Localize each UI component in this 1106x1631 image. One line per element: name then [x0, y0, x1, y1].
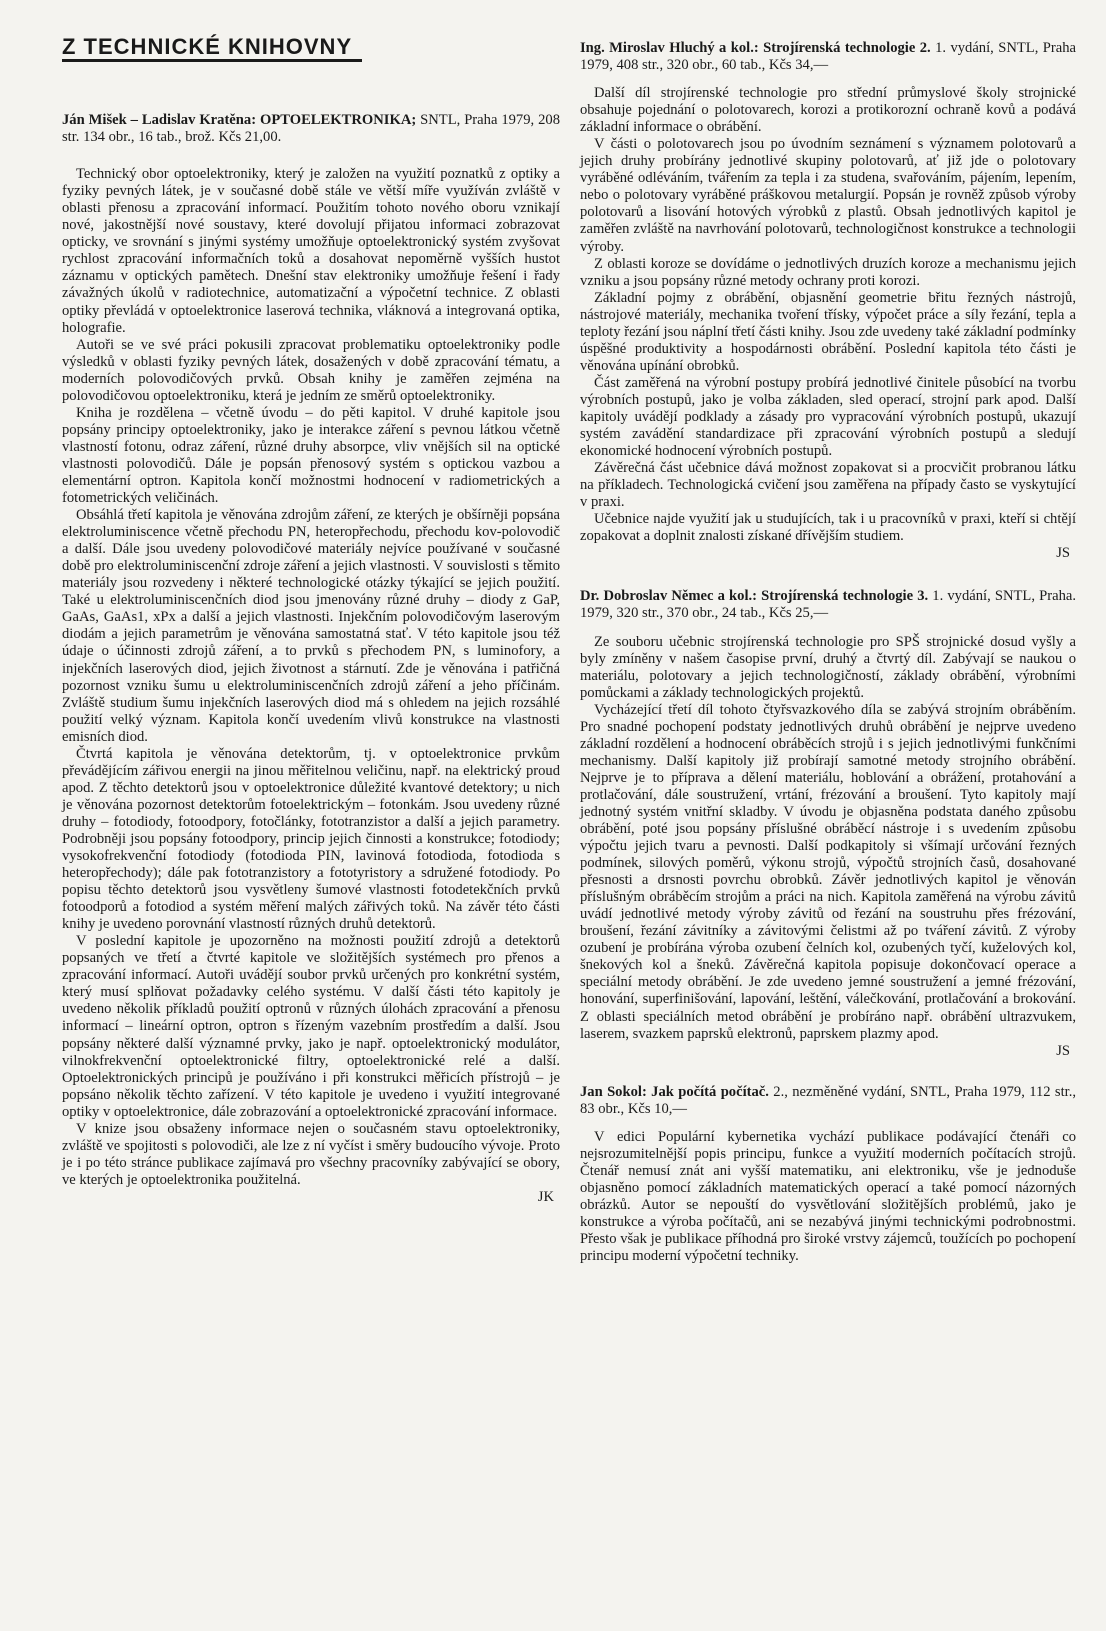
- review-paragraph: Základní pojmy z obrábění, objasnění geometrie břitu řezných nástrojů, nástrojové materiály, mechanika tvoření třísky, výpočet práce a síly řezání, tepla a teploty řezání jsou náplní třetí části knihy. Jsou zde uvedeny také základní podmínky úspěšné produktivity a hospodárnosti obrábění. Poslední kapitola této části je věnována upínání obrobků.: [580, 289, 1076, 374]
- left-column: [62, 0, 560, 1206]
- review-paragraph: Část zaměřená na výrobní postupy probírá jednotlivé činitele působící na tvorbu výrobních postupů, jako je volba základen, sled operací, strojní park apod. Další kapitoly uvádějí podklady a zásady pro vypracování výrobních postupů, ukazují systém zavádění standardizace při zpracování výrobních postupů a sledují ekonomické hodnocení výrobních postupů.: [580, 374, 1076, 460]
- review-jak-pocita-pocitac: [580, 1084, 1076, 1265]
- review-heading: [580, 588, 1076, 622]
- review-authors: Dr. Dobroslav Němec a kol.:: [580, 588, 762, 605]
- review-paragraph: Technický obor optoelektroniky, který je založen na využití poznatků z optiky a fyziky pevných látek, je v současné době stále ve větší míře využíván zvláště v oblasti přenosu a zpracování informací. Použitím tohoto nového oboru vznikají nové, jakostnější nové soustavy, které dovolují přijatou informaci zobrazovat opticky, ve srovnání s jinými systémy umožňuje optoelektronický systém zvyšovat rychlost zpracování informačních toků a dosahovat nepoměrně vyšších hustot záznamu v optických pamětech. Dnešní stav elektroniky umožňuje řešení i řady závažných úkolů v radiotechnice, automatizační a výpočetní technice. Z oblasti optiky převládá v optoelektronice laserová technika, vláknová a integrovaná optika, holografie.: [62, 166, 560, 336]
- reviewer-signature: JK: [537, 1188, 554, 1205]
- review-title: Strojírenská technologie 2.: [763, 40, 931, 56]
- review-title: OPTOELEKTRONIKA;: [259, 112, 421, 129]
- review-paragraph: V poslední kapitole je upozorněno na možnosti použití zdrojů a detektorů popsaných ve třetí a čtvrté kapitole ve složitějších systémech pro přenos a zpracování informací. Autoři uvádějí soubor prvků určených pro konkrétní systém, který musí splňovat požadavky celého systému. V další části této kapitoly je uvedeno několik příkladů použití optronů v různých úlohách zpracování a přenosu informací – lineární optron, optron s řízeným vazebním prostředím a další. Jsou popsány některé další významné prvky, jako je např. optoelektronický modulátor, vilnokfrekvenční optoelektronické filtry, optoelektronické relé a další. Optoelektronických principů je používáno i při konstrukci měřicích přístrojů – je popsáno několik těchto zařízení. V této kapitole je uvedeno i využití integrované optiky v optoelektronice, dále zobrazování a optoelektronické zpracování informace.: [62, 933, 560, 1120]
- review-paragraph: Z oblasti koroze se dovídáme o jednotlivých druzích koroze a mechanismu jejich vzniku a jsou popsány různé metody ochrany proti korozi.: [580, 255, 1076, 289]
- review-authors: Ján Mišek – Ladislav Kratěna:: [62, 112, 260, 129]
- review-paragraph: Učebnice najde využití jak u studujících, tak i u pracovníků v praxi, kteří si chtějí zopakovat a doplnit znalosti získané dřívějším studiem.: [580, 511, 1076, 545]
- review-paragraph: Závěrečná část učebnice dává možnost zopakovat si a procvičit probranou látku na příkladech. Technologická cvičení jsou zaměřena na případy často se vyskytující v praxi.: [580, 460, 1076, 511]
- review-authors: Ing. Miroslav Hluchý a kol.:: [580, 40, 764, 56]
- review-paragraph: V knize jsou obsaženy informace nejen o současném stavu optoelektroniky, zvláště ve spojitosti s polovodiči, ale lze z ní vyčíst i směry budoucího vývoje. Proto je i po této stránce publikace zajímavá pro všechny pracovníky zabývající se obory, ve kterých je optoelektronika použitelná.: [62, 1120, 560, 1188]
- review-paragraph: Další díl strojírenské technologie pro střední průmyslové školy strojnické obsahuje pojednání o polotovarech, korozi a protikorozní ochraně kovů a podává základní informace o obrábění.: [580, 85, 1076, 136]
- review-strojirenska-technologie-3: [580, 588, 1076, 1059]
- reviewer-signature: JS: [1056, 1042, 1070, 1059]
- review-publication: SNTL, Praha 1979, 208 str. 134 obr., 16 tab., brož. Kčs 21,00.: [62, 112, 560, 146]
- review-heading: [580, 1084, 1076, 1118]
- review-heading: [62, 112, 560, 146]
- review-body: [62, 166, 560, 1189]
- reviewer-signature: JS: [1056, 545, 1070, 562]
- section-title: Z TECHNICKÉ KNIHOVNY: [62, 38, 362, 62]
- review-paragraph: Obsáhlá třetí kapitola je věnována zdrojům záření, ze kterých je obšírněji popsána elektroluminiscence včetně přechodu PN, heteropřechodu, přechodu kov-polovodič a další. Dále jsou uvedeny polovodičové materiály nejvíce používané v současné době pro elektroluminiscenční zdroje záření a jejich vlastnosti. V souvislosti s těmito materiály jsou rozvedeny i některé technologické otázky týkající se jejich použití. Také u elektroluminiscenčních diod jsou jmenovány různé druhy – diody z GaP, GaAs, GaAs1, xPx a další a jejich vlastnosti. Injekčním polovodičovým laserovým diodám a jejich parametrům je věnována samostatná stať. V této kapitole jsou též údaje o účinnosti zdrojů záření, a to prvků s přechodem PN, s luminofory, a injekčních laserových diod, jejich životnost a stárnutí. Zde je věnována i patřičná pozornost vzniku šumu u elektroluminiscenčních zdrojů záření a jeho příčinám. Zvláště studium šumu injekčních laserových diod má s ohledem na jejich rozsáhlé použití velký význam. Kapitola končí uvedením vlivů konstrukce na vlastnosti emisních diod.: [62, 507, 560, 745]
- review-publication: 1. vydání, SNTL, Praha 1979, 408 str., 320 obr., 60 tab., Kčs 34,—: [580, 40, 1076, 74]
- review-paragraph: Vycházející třetí díl tohoto čtyřsvazkového díla se zabývá strojním obráběním. Pro snadné pochopení podstaty jednotlivých druhů obrábění je nejprve uvedeno základní rozdělení a hodnocení obráběcích strojů i s jejich jednotlivými funkčními mechanismy. Další kapitoly již probírají samotné metody strojního obrábění. Nejprve je to příprava a dělení materiálu, hoblování a obrážení, protahování a protlačování, dále soustružení, vrtání, frézování a broušení. Tyto kapitoly mají jednotný systém vnitřní skladby. V úvodu je objasněna podstata daného způsobu obrábění, poté jsou popsány příslušné obráběcí nástroje i s uvedením způsobu výpočtu jejich tvaru a pevnosti. Další podkapitoly si všímají určování řezných podmínek, silových poměrů, výkonu strojů, výpočtů strojních časů, dosahované přesnosti a drsnosti povrchu obrobků. Závěr jednotlivých kapitol je věnován příslušným obráběcím strojům a práci na nich. Kapitola zaměřená na výrobu závitů uvádí jednotlivé metody výroby závitů od řezání na soustruhu přes frézování, broušení, řezání závitníky a závitovými čelistmi až po tváření závitů. Z výroby ozubení je probírána výroba ozubení čelních kol, ozubených tyčí, kuželových kol, šnekových kol a šneků. Závěrečná kapitola popisuje dokončovací operace a speciální metody obrábění. Je zde uvedeno jemné soustružení a jemné frézování, honování, superfinišování, lapování, leštění, válečkování, protlačování a brokování. Z oblasti speciálních metod obrábění je probíráno např. obrábění ultrazvukem, laserem, svazkem paprsků elektronů, paprskem plazmy apod.: [580, 701, 1076, 1042]
- right-column: [580, 0, 1076, 1265]
- review-paragraph: Ze souboru učebnic strojírenská technologie pro SPŠ strojnické dosud vyšly a byly zmíněny v našem časopise první, druhý a čtvrtý díl. Zabývají se naukou o materiálu, polotovary a jejich technologičností, základy obrábění, výrobními pomůckami a základy technologických projektů.: [580, 633, 1076, 701]
- review-title: Strojírenská technologie 3.: [761, 588, 929, 605]
- review-body: [580, 85, 1076, 545]
- review-publication: 2., nezměněné vydání, SNTL, Praha 1979, 112 str., 83 obr., Kčs 10,—: [580, 1083, 1077, 1117]
- review-authors: Jan Sokol:: [580, 1083, 652, 1100]
- review-optoelektronika: [62, 112, 560, 1206]
- review-paragraph: V edici Populární kybernetika vychází publikace podávající čtenáři co nejsrozumitelnější popis principu, funkce a využití moderních počítacích strojů. Čtenář nemusí znát ani vyšší matematiku, ani elektroniku, vše je jednoduše objasněno pomocí základních matematických operací a také pomocí názorných obrázků. Autor se nepouští do vysvětlování složitějších problémů, jako je konstrukce a výroba počítačů, ani se nezabývá jinými technickými podrobnostmi. Přesto však je publikace příhodná pro široké vrstvy zájemců, toužících po pochopení principu moderní výpočetní techniky.: [580, 1128, 1076, 1265]
- review-paragraph: Čtvrtá kapitola je věnována detektorům, tj. v optoelektronice prvkům převádějícím zářivou energii na jinou měřitelnou veličinu, např. na elektrický proud apod. Z těchto detektorů jsou v optoelektronice důležité kvantové detektory; u nich je věnována pozornost detektorům fotoelektrickým – fotonkám. Jsou uvedeny různé druhy – fotodiody, fotoodpory, fotočlánky, fototranzistor a další a jejich parametry. Podrobněji jsou popsány fotoodpory, princip jejich činnosti a konstrukce; fotodiody; vysokofrekvenční fotodiody (fotodioda PIN, lavinová fotodioda, fotodioda s heteropřechody); dále pak fototranzistory a fototyristory a sdružené fotodiody. Po popisu těchto detektorů jsou vysvětleny šumové vlastnosti fotodetekčních prvků fotoodporů a fotodiod a systém měření malých zářivých toků. Na závěr této části knihy je uvedeno porovnání vlastností různých druhů detektorů.: [62, 745, 560, 933]
- review-body: [580, 1129, 1076, 1265]
- review-body: [580, 634, 1076, 1043]
- review-paragraph: Kniha je rozdělena – včetně úvodu – do pěti kapitol. V druhé kapitole jsou popsány principy optoelektroniky, jako je interakce záření s pevnou látkou včetně vlastností fotonu, odraz záření, různé druhy absorpce, vliv vnějších sil na optické vlastnosti polovodičů. Dále je popsán přenosový systém s optickou vazbou a elementární optron. Kapitola končí možnostmi hodnocení v radiometrických a fotometrických veličinách.: [62, 404, 560, 507]
- review-paragraph: V části o polotovarech jsou po úvodním seznámení s významem polotovarů a jejich druhy probírány jednotlivé skupiny polotovarů, ať již jde o polotovary vyráběné odléváním, tvářením za tepla i za studena, svařováním, pájením, lepením, nebo o polotovary vyráběné práškovou metalurgií. Popsán je rovněž způsob výroby polotovarů a lisování hotových výrobků z plastů. Obsah jednotlivých kapitol je zaměřen zvláště na navrhování polotovarů, technologičnost konstrukce a technologii výroby.: [580, 136, 1076, 255]
- review-publication: 1. vydání, SNTL, Praha. 1979, 320 str., 370 obr., 24 tab., Kčs 25,—: [580, 588, 1076, 622]
- review-strojirenska-technologie-2: [580, 40, 1076, 562]
- review-title: Jak počítá počítač.: [651, 1083, 769, 1100]
- review-paragraph: Autoři se ve své práci pokusili zpracovat problematiku optoelektroniky podle výsledků v oblasti fyziky pevných látek, dosažených v době zpracování tématu, a moderních polovodičových prvků. Obsah knihy je zaměřen zejména na polovodičovou optoelektroniku, která je jedním ze směrů optoelektroniky.: [62, 336, 560, 404]
- review-heading: [580, 40, 1076, 74]
